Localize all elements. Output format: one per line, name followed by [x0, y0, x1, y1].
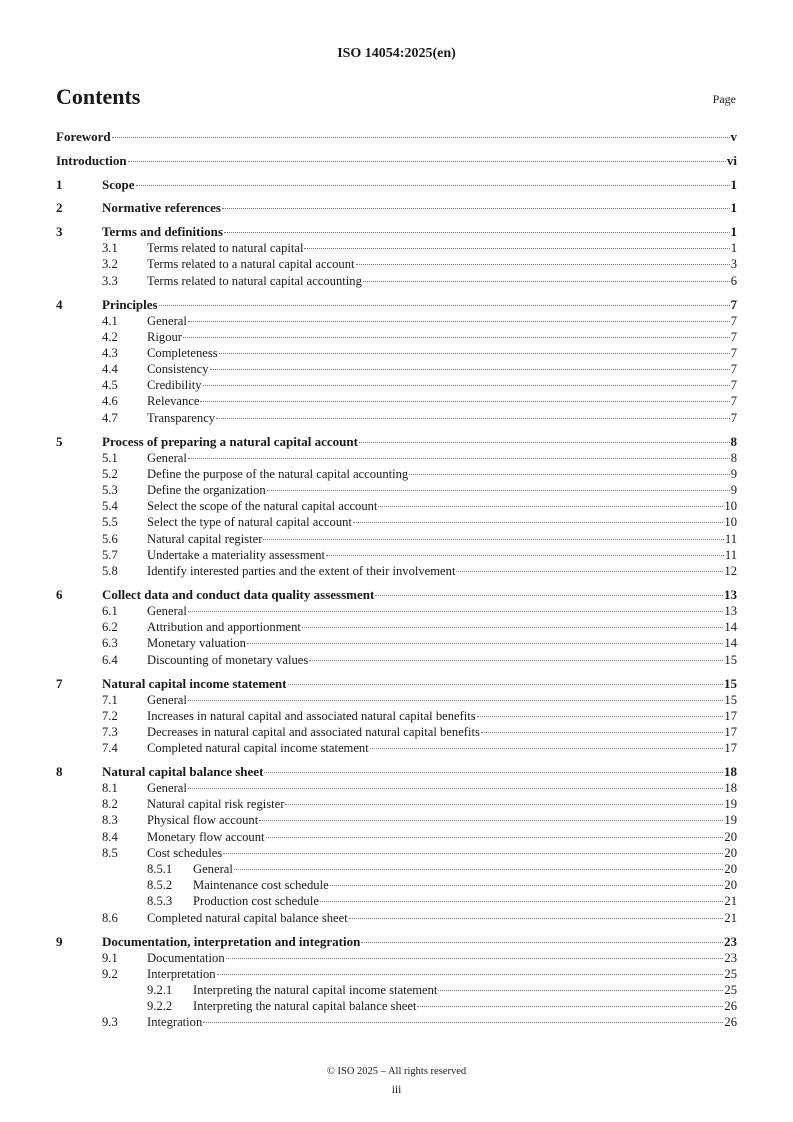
toc-entry[interactable] — [56, 740, 737, 756]
toc-entry-title: Cost schedules — [147, 845, 223, 860]
toc-entry-page: 7 — [730, 313, 737, 328]
leader-dots — [304, 248, 729, 249]
leader-dots — [353, 522, 723, 523]
toc-entry[interactable] — [56, 531, 737, 547]
leader-dots — [349, 918, 724, 919]
toc-entry-title: Integration — [147, 1015, 203, 1030]
toc-entry-number: 5.7 — [102, 547, 118, 562]
leader-dots — [247, 643, 723, 644]
leader-dots — [259, 820, 723, 821]
toc-entry-title: Define the purpose of the natural capital accounting — [147, 466, 409, 481]
toc-entry-number: 4.3 — [102, 345, 118, 360]
toc-entry-number: 4.4 — [102, 362, 118, 377]
toc-entry-number: 9.2 — [102, 966, 118, 981]
toc-entry-title: Terms related to natural capital accounting — [147, 273, 362, 288]
toc-entry[interactable] — [56, 998, 737, 1014]
leader-dots — [219, 353, 730, 354]
toc-entry-title: Credibility — [147, 378, 202, 393]
leader-dots — [188, 321, 730, 322]
toc-entry-page: 18 — [724, 764, 737, 780]
toc-entry-page: 17 — [724, 741, 737, 756]
toc-entry-number: 6.1 — [102, 603, 118, 618]
toc-entry[interactable] — [56, 377, 737, 393]
leader-dots — [188, 611, 724, 612]
toc-entry-title: Select the scope of the natural capital account — [147, 499, 378, 514]
toc-entry-page: 20 — [724, 861, 737, 876]
toc-entry-number: 5.6 — [102, 531, 118, 546]
toc-entry-page: 12 — [724, 563, 737, 578]
toc-entry[interactable] — [56, 676, 737, 692]
toc-entry[interactable] — [56, 603, 737, 619]
toc-entry-number: 4 — [56, 296, 63, 312]
toc-entry-page: 7 — [730, 329, 737, 344]
toc-entry-page: 7 — [730, 378, 737, 393]
toc-entry-title: Documentation — [147, 950, 225, 965]
page-title: Contents — [56, 84, 141, 109]
leader-dots — [438, 990, 723, 991]
page-number: iii — [391, 1084, 402, 1096]
toc-entry-title: General — [147, 313, 187, 328]
toc-entry-number: 8.5.3 — [147, 894, 173, 909]
toc-entry[interactable] — [56, 153, 737, 169]
toc-entry[interactable] — [56, 224, 737, 240]
leader-dots — [188, 700, 724, 701]
toc-entry-number: 5 — [56, 433, 63, 449]
toc-entry[interactable] — [56, 692, 737, 708]
leader-dots — [223, 853, 723, 854]
toc-entry-page: 1 — [730, 176, 737, 192]
toc-entry-title: Interpreting the natural capital balance sheet — [193, 999, 417, 1014]
toc-entry-title: Natural capital risk register — [147, 797, 285, 812]
toc-entry-title: Scope — [102, 176, 135, 192]
toc-entry[interactable] — [56, 724, 737, 740]
leader-dots — [267, 490, 730, 491]
toc-entry-number: 5.1 — [102, 450, 118, 465]
leader-dots — [361, 942, 723, 943]
toc-entry-title: Increases in natural capital and associated natural capital benefits — [147, 708, 476, 723]
leader-dots — [217, 974, 724, 975]
toc-entry[interactable] — [56, 1014, 737, 1030]
toc-entry-page: 10 — [724, 499, 737, 514]
toc-entry-title: Terms and definitions — [102, 224, 223, 240]
toc-entry-page: 19 — [724, 813, 737, 828]
toc-entry-title: Rigour — [147, 329, 182, 344]
toc-entry-number: 3.2 — [102, 257, 118, 272]
toc-entry-page: 23 — [724, 933, 737, 949]
toc-entry-title: Undertake a materiality assessment — [147, 547, 325, 562]
toc-entry-number: 7.2 — [102, 708, 118, 723]
toc-entry-number: 8.4 — [102, 829, 118, 844]
page-column-label: Page — [712, 92, 736, 106]
copyright-footer: © ISO 2025 – All rights reserved — [326, 1066, 467, 1077]
toc-entry-number: 8.2 — [102, 797, 118, 812]
toc-entry-page: 26 — [724, 999, 737, 1014]
toc-entry[interactable] — [56, 313, 737, 329]
toc-entry[interactable] — [56, 619, 737, 635]
toc-entry-number: 7.3 — [102, 724, 118, 739]
leader-dots — [128, 161, 726, 162]
toc-entry[interactable] — [56, 587, 737, 603]
toc-entry-number: 9.1 — [102, 950, 118, 965]
toc-entry[interactable] — [56, 361, 737, 377]
toc-entry-title: Discounting of monetary values — [147, 652, 309, 667]
leader-dots — [216, 418, 730, 419]
leader-dots — [378, 506, 723, 507]
leader-dots — [330, 885, 724, 886]
toc-entry-page: 14 — [724, 636, 737, 651]
toc-entry-number: 6.4 — [102, 652, 118, 667]
toc-entry-number: 4.7 — [102, 410, 118, 425]
toc-entry-title: Interpretation — [147, 966, 216, 981]
leader-dots — [417, 1006, 723, 1007]
leader-dots — [359, 442, 730, 443]
toc-entry-page: 25 — [724, 982, 737, 997]
leader-dots — [375, 595, 723, 596]
leader-dots — [370, 748, 724, 749]
toc-entry-title: Normative references — [102, 200, 221, 216]
toc-entry[interactable] — [56, 934, 737, 950]
toc-entry-number: 8.5.1 — [147, 861, 173, 876]
toc-entry-number: 5.5 — [102, 515, 118, 530]
leader-dots — [159, 305, 730, 306]
leader-dots — [320, 901, 723, 902]
toc-entry-page: 8 — [730, 433, 737, 449]
toc-entry-number: 1 — [56, 176, 63, 192]
toc-entry-page: 7 — [730, 296, 737, 312]
toc-entry-title: Relevance — [147, 394, 200, 409]
toc-entry-page: 7 — [730, 345, 737, 360]
toc-entry-title: Consistency — [147, 362, 209, 377]
toc-entry-page: 11 — [724, 547, 737, 562]
toc-entry-title: Introduction — [56, 152, 127, 168]
toc-entry-page: 23 — [724, 950, 737, 965]
toc-entry[interactable] — [56, 297, 737, 313]
toc-entry-title: Physical flow account — [147, 813, 259, 828]
leader-dots — [326, 555, 724, 556]
toc-entry-page: 1 — [730, 200, 737, 216]
toc-entry-title: General — [147, 781, 187, 796]
toc-entry-title: Monetary flow account — [147, 829, 265, 844]
table-of-contents — [56, 129, 737, 1030]
toc-entry-page: 18 — [724, 781, 737, 796]
toc-entry[interactable] — [56, 256, 737, 272]
toc-entry-title: Foreword — [56, 129, 111, 144]
toc-entry-title: General — [147, 450, 187, 465]
toc-entry[interactable] — [56, 563, 737, 579]
toc-entry-number: 6 — [56, 586, 63, 602]
leader-dots — [203, 1022, 723, 1023]
leader-dots — [285, 804, 723, 805]
leader-dots — [226, 958, 724, 959]
toc-entry[interactable] — [56, 966, 737, 982]
toc-entry-number: 8 — [56, 764, 63, 780]
toc-entry-page: 9 — [730, 466, 737, 481]
toc-entry[interactable] — [56, 434, 737, 450]
toc-entry-page: 17 — [724, 724, 737, 739]
toc-entry-page: 1 — [730, 241, 737, 256]
toc-entry-page: 14 — [724, 620, 737, 635]
toc-entry-number: 5.2 — [102, 466, 118, 481]
toc-entry-title: Maintenance cost schedule — [193, 878, 329, 893]
leader-dots — [456, 571, 723, 572]
toc-entry-page: 15 — [724, 692, 737, 707]
leader-dots — [356, 264, 730, 265]
toc-entry[interactable] — [56, 796, 737, 812]
toc-entry-title: Natural capital register — [147, 531, 263, 546]
leader-dots — [224, 232, 730, 233]
toc-entry-title: Natural capital balance sheet — [102, 764, 264, 780]
toc-entry-number: 2 — [56, 200, 63, 216]
toc-entry-page: 10 — [724, 515, 737, 530]
toc-entry-title: Collect data and conduct data quality assessment — [102, 586, 375, 602]
toc-entry-page: v — [730, 129, 737, 144]
toc-entry-page: 21 — [724, 910, 737, 925]
toc-entry[interactable] — [56, 240, 737, 256]
toc-entry-title: Documentation, interpretation and integration — [102, 933, 361, 949]
toc-entry-number: 9.2.1 — [147, 982, 173, 997]
leader-dots — [481, 732, 724, 733]
toc-entry[interactable] — [56, 177, 737, 193]
toc-entry[interactable] — [56, 764, 737, 780]
toc-entry-number: 9.2.2 — [147, 999, 173, 1014]
leader-dots — [409, 474, 729, 475]
toc-entry-number: 3.1 — [102, 241, 118, 256]
toc-entry[interactable] — [56, 845, 737, 861]
toc-entry-page: 1 — [730, 224, 737, 240]
toc-entry-page: 7 — [730, 410, 737, 425]
toc-entry-title: Natural capital income statement — [102, 675, 287, 691]
toc-entry-number: 6.3 — [102, 636, 118, 651]
leader-dots — [363, 281, 730, 282]
leader-dots — [188, 788, 724, 789]
toc-entry-page: 21 — [724, 894, 737, 909]
toc-entry[interactable] — [56, 450, 737, 466]
toc-entry-number: 4.1 — [102, 313, 118, 328]
toc-entry-title: Decreases in natural capital and associated natural capital benefits — [147, 724, 480, 739]
toc-entry[interactable] — [56, 273, 737, 289]
toc-entry-page: 13 — [724, 603, 737, 618]
toc-entry-number: 8.5 — [102, 845, 118, 860]
toc-entry-number: 5.8 — [102, 563, 118, 578]
toc-entry[interactable] — [56, 780, 737, 796]
toc-entry-page: vi — [726, 152, 737, 168]
toc-entry-title: Transparency — [147, 410, 216, 425]
toc-entry-title: Production cost schedule — [193, 894, 319, 909]
toc-entry[interactable] — [56, 893, 737, 909]
toc-entry-page: 6 — [730, 273, 737, 288]
toc-entry-page: 7 — [730, 362, 737, 377]
toc-entry[interactable] — [56, 910, 737, 926]
toc-entry-number: 3.3 — [102, 273, 118, 288]
toc-entry[interactable] — [56, 708, 737, 724]
toc-entry[interactable] — [56, 547, 737, 563]
toc-entry-number: 5.4 — [102, 499, 118, 514]
toc-entry[interactable] — [56, 345, 737, 361]
toc-entry-page: 17 — [724, 708, 737, 723]
toc-entry[interactable] — [56, 129, 737, 145]
toc-entry-number: 6.2 — [102, 620, 118, 635]
leader-dots — [263, 539, 723, 540]
leader-dots — [188, 458, 730, 459]
document-header: ISO 14054:2025(en) — [337, 46, 456, 61]
toc-entry-page: 7 — [730, 394, 737, 409]
toc-entry[interactable] — [56, 877, 737, 893]
leader-dots — [112, 137, 730, 138]
toc-entry-number: 4.5 — [102, 378, 118, 393]
toc-entry[interactable] — [56, 950, 737, 966]
toc-entry-title: Completeness — [147, 345, 218, 360]
toc-entry[interactable] — [56, 861, 737, 877]
toc-entry-number: 5.3 — [102, 483, 118, 498]
toc-entry-page: 20 — [724, 845, 737, 860]
toc-entry-number: 8.3 — [102, 813, 118, 828]
toc-entry-page: 20 — [724, 878, 737, 893]
toc-entry-number: 8.6 — [102, 910, 118, 925]
leader-dots — [309, 660, 723, 661]
leader-dots — [288, 684, 724, 685]
toc-entry-title: Identify interested parties and the extent of their involvement — [147, 563, 456, 578]
toc-entry-title: General — [147, 692, 187, 707]
leader-dots — [136, 185, 730, 186]
toc-entry[interactable] — [56, 514, 737, 530]
leader-dots — [210, 369, 730, 370]
toc-entry-title: Terms related to a natural capital account — [147, 257, 355, 272]
toc-entry-number: 3 — [56, 224, 63, 240]
toc-entry-page: 15 — [724, 652, 737, 667]
toc-entry[interactable] — [56, 410, 737, 426]
toc-entry[interactable] — [56, 482, 737, 498]
toc-entry-page: 15 — [724, 675, 737, 691]
leader-dots — [477, 716, 724, 717]
toc-entry-page: 3 — [730, 257, 737, 272]
toc-entry-number: 7.1 — [102, 692, 118, 707]
toc-entry[interactable] — [56, 466, 737, 482]
toc-entry-page: 25 — [724, 966, 737, 981]
toc-entry-page: 8 — [730, 450, 737, 465]
leader-dots — [264, 772, 723, 773]
toc-entry-number: 9 — [56, 933, 63, 949]
toc-entry-title: Define the organization — [147, 483, 266, 498]
toc-entry-title: Completed natural capital balance sheet — [147, 910, 348, 925]
toc-entry-page: 20 — [724, 829, 737, 844]
toc-entry-title: Monetary valuation — [147, 636, 246, 651]
toc-entry-number: 8.1 — [102, 781, 118, 796]
toc-entry-page: 9 — [730, 483, 737, 498]
leader-dots — [234, 869, 724, 870]
toc-entry-title: Interpreting the natural capital income statement — [193, 982, 438, 997]
toc-entry[interactable] — [56, 329, 737, 345]
toc-entry-number: 7.4 — [102, 741, 118, 756]
toc-entry-number: 4.6 — [102, 394, 118, 409]
leader-dots — [200, 401, 729, 402]
toc-entry-number: 7 — [56, 675, 63, 691]
leader-dots — [302, 627, 724, 628]
toc-entry-number: 4.2 — [102, 329, 118, 344]
toc-entry[interactable] — [56, 829, 737, 845]
toc-entry[interactable] — [56, 982, 737, 998]
toc-entry-title: Terms related to natural capital — [147, 241, 304, 256]
toc-entry-title: General — [147, 603, 187, 618]
toc-entry-page: 19 — [724, 797, 737, 812]
leader-dots — [266, 837, 724, 838]
toc-entry-title: Completed natural capital income statement — [147, 741, 369, 756]
toc-entry-title: Select the type of natural capital account — [147, 515, 352, 530]
leader-dots — [203, 385, 730, 386]
toc-entry-page: 13 — [724, 586, 737, 602]
leader-dots — [183, 337, 730, 338]
toc-entry[interactable] — [56, 393, 737, 409]
toc-entry-title: Process of preparing a natural capital account — [102, 433, 358, 449]
toc-entry-page: 26 — [724, 1015, 737, 1030]
toc-entry[interactable] — [56, 652, 737, 668]
toc-entry[interactable] — [56, 635, 737, 651]
toc-entry[interactable] — [56, 812, 737, 828]
toc-entry-title: Principles — [102, 296, 158, 312]
leader-dots — [222, 208, 730, 209]
toc-entry-title: General — [193, 861, 233, 876]
toc-entry[interactable] — [56, 498, 737, 514]
toc-entry-number: 8.5.2 — [147, 878, 173, 893]
toc-entry[interactable] — [56, 200, 737, 216]
toc-entry-title: Attribution and apportionment — [147, 620, 301, 635]
toc-entry-number: 9.3 — [102, 1015, 118, 1030]
toc-entry-page: 11 — [724, 531, 737, 546]
